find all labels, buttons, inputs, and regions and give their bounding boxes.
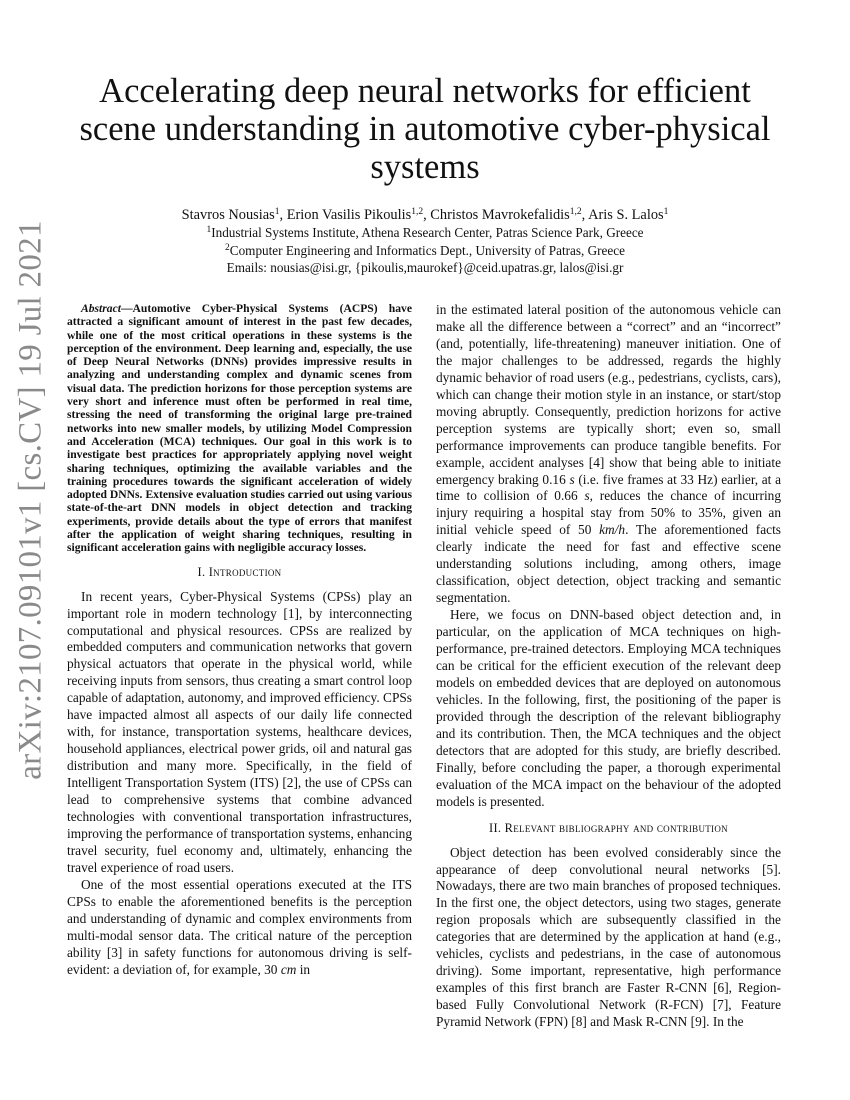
emails: Emails: nousias@isi.gr, {pikoulis,maurokef}@ceid.upatras.gr, lalos@isi.gr: [226, 260, 624, 275]
abstract: [67, 302, 412, 555]
affiliation-mark: 1: [274, 207, 280, 217]
paper-title: Accelerating deep neural networks for efficient scene understanding in automotive cyber-physical systems: [79, 72, 771, 186]
author-name: Erion Vasilis Pikoulis: [286, 207, 412, 223]
author-list: [70, 206, 780, 224]
math-unit: cm: [280, 961, 297, 977]
affiliation-text: Computer Engineering and Informatics Dept., University of Patras, Greece: [229, 242, 625, 258]
affiliation-1: [70, 224, 780, 242]
author-block: [70, 206, 780, 277]
section-title: Relevant bibliography and contribution: [504, 820, 728, 835]
paragraph-text: in the estimated lateral position of the autonomous vehicle can make all the difference between a “correct” and an “incorrect” (and, potentially, life-threatening) maneuver initiation. One of the major challenges to be addressed, regards the highly dynamic behavior of road users (e.g., pedestrians, cyclists, cars), which can change their motion style in an instance, or start/stop moving abruptly. Consequently, prediction horizons for active perception systems are typically short; even so, small performance improvements can produce tangible benefits. For example, accident analyses [4] show that being able to initiate emergency braking 0.16: [436, 302, 781, 487]
right-column: [436, 302, 781, 1031]
affiliation-mark: 1,2: [411, 207, 424, 217]
intro-paragraph-2-start: [67, 877, 412, 979]
author-separator: ,: [581, 207, 589, 223]
section-heading-introduction: [67, 564, 412, 581]
math-unit: s: [569, 471, 575, 487]
author-separator: ,: [279, 207, 287, 223]
arxiv-identifier: arXiv:2107.09101v1 [cs.CV] 19 Jul 2021: [12, 220, 49, 780]
affiliation-mark: 1: [206, 225, 212, 235]
affiliation-2: [70, 242, 780, 260]
affiliation-mark: 1: [663, 207, 669, 217]
paragraph-text: One of the most essential operations executed at the ITS CPSs to enable the aforementioned benefits is the perception and understanding of dynamic and complex environments from multi-modal sensor data. The critical nature of the perception ability [3] in safety functions for autonomous driving is self-evident: a deviation of, for example, 30: [67, 876, 412, 977]
author-name: Christos Mavrokefalidis: [430, 207, 570, 223]
paragraph-text: , reduces the chance of incurring injury requiring a hospital stay from 50% to 35%, given an initial vehicle speed of 50: [436, 488, 781, 538]
intro-paragraph-3: Here, we focus on DNN-based object detection and, in particular, on the application of MCA techniques on high-performance, pre-trained detectors. Employing MCA techniques can be critical for the efficient execution of the relevant deep models on embedded devices that are deployed on autonomous vehicles. In the following, first, the positioning of the paper is provided through the description of the relevant bibliography and its contribution. Then, the MCA techniques and the object detectors that are adopted for this study, are briefly described. Finally, before concluding the paper, a thorough experimental evaluation of the MCA impact on the behaviour of the adopted models is presented.: [436, 607, 781, 809]
affiliation-mark: 1,2: [569, 207, 582, 217]
math-unit: s: [584, 488, 590, 504]
math-unit: km/h: [599, 522, 626, 538]
intro-paragraph-1: In recent years, Cyber-Physical Systems (CPSs) play an important role in modern technology [1], by interconnecting computational and physical resources. CPSs are realized by embedded computers and communication networks that govern physical actuators that operate in the physical world, while receiving inputs from sensors, thus creating a smart control loop capable of adaptation, autonomy, and improved efficiency. CPSs have impacted almost all aspects of our daily life connected with, for instance, transportation systems, healthcare devices, household appliances, electrical power grids, oil and natural gas distribution and many more. Specifically, in the field of Intelligent Transportation System (ITS) [2], the use of CPSs can lead to comprehensive systems that combine advanced technologies with conventional transportation infrastructures, improving the performance of transportation systems, enhancing travel security, fuel economy and, ultimately, enhancing the travel experience of road users.: [67, 588, 412, 875]
section-heading-related: [436, 820, 781, 837]
left-column: [67, 302, 412, 979]
related-paragraph-1: Object detection has been evolved considerably since the appearance of deep convolutional neural networks [5]. Nowadays, there are two main branches of proposed techniques. In the first one, the object detectors, using two stages, generate region proposals which are subsequently classified in the categories that are determined by the application at hand (e.g., vehicles, cyclists and pedestrians, in the case of autonomous driving). Some important, representative, high performance examples of this first branch are Faster R-CNN [6], Region-based Fully Convolutional Network (R-FCN) [7], Feature Pyramid Network (FPN) [8] and Mask R-CNN [9]. In the: [436, 844, 781, 1030]
abstract-label: Abstract: [81, 302, 121, 315]
author-name: Aris S. Lalos: [588, 207, 664, 223]
section-title: Introduction: [208, 564, 282, 579]
author-name: Stavros Nousias: [181, 207, 275, 223]
author-separator: ,: [423, 207, 431, 223]
intro-paragraph-2-continued: [436, 302, 781, 607]
affiliation-mark: 2: [225, 242, 230, 253]
affiliation-text: Industrial Systems Institute, Athena Research Center, Patras Science Park, Greece: [211, 225, 644, 240]
paragraph-text: . The aforementioned facts clearly indicate the need for fast and effective scene understanding solutions including, among others, image classification, object detection, object tracking and semantic segmentation.: [436, 522, 781, 606]
arxiv-stamp: [8, 220, 54, 780]
paragraph-text: (i.e. five frames at 33 Hz) earlier, at a time to collision of 0.66: [436, 471, 781, 504]
section-number: II.: [489, 820, 502, 835]
section-number: I.: [197, 564, 206, 579]
paragraph-text: in: [296, 961, 311, 977]
abstract-text: —Automotive Cyber-Physical Systems (ACPS) have attracted a significant amount of interest in the past few decades, while one of the most critical operations in these systems is the perception of the environment. Deep learning and, especially, the use of Deep Neural Networks (DNNs) provides impressive results in analyzing and understanding complex and dynamic scenes from visual data. The prediction horizons for those perception systems are very short and inference must often be performed in real time, stressing the need of transforming the original large pre-trained networks into new smaller models, by utilizing Model Compression and Acceleration (MCA) techniques. Our goal in this work is to investigate best practices for appropriately applying novel weight sharing techniques, optimizing the available variables and the training procedures towards the significant acceleration of widely adopted DNNs. Extensive evaluation studies carried out using various state-of-the-art DNN models in object detection and tracking experiments, provide details about the type of errors that manifest after the application of weight sharing techniques, resulting in significant acceleration gains with negligible accuracy losses.: [67, 302, 412, 555]
